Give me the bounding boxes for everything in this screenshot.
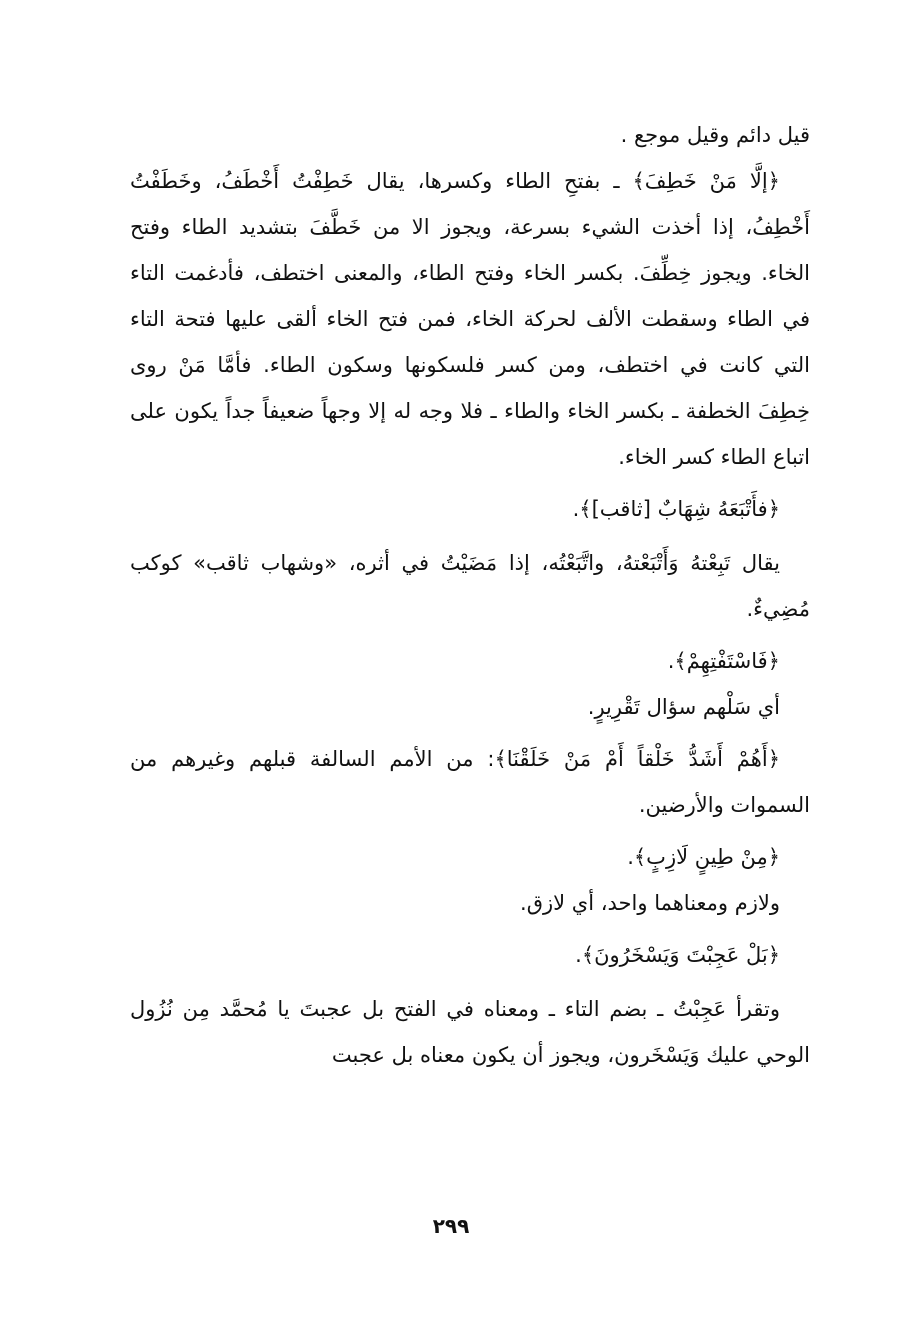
- quran-verse-5: ﴿بَلْ عَجِبْتَ وَيَسْخَرُونَ﴾.: [575, 943, 780, 967]
- quran-verse-4: ﴿مِنْ طِينٍ لَازِبٍ﴾.: [627, 845, 780, 869]
- body-text: [130, 112, 810, 1078]
- paragraph-6: وتقرأ عَجِبْتُ ـ بضم التاء ـ ومعناه في الفتح بل عجبتَ يا مُحمَّد مِن نُزُول الوحي عليك وَيَسْخَرون، ويجوز أن يكون معناه بل عجبت: [130, 997, 810, 1067]
- paragraph-4: أي سَلْهم سؤال تَقْرِيرٍ.: [587, 695, 780, 719]
- paragraph-5: ولازم ومعناهما واحد، أي لازق.: [520, 891, 780, 915]
- paragraph-1: قيل دائم وقيل موجع .: [620, 123, 810, 147]
- page-number: ٢٩٩: [432, 1214, 470, 1238]
- quran-verse-3: ﴿أَهُمْ أَشَدُّ خَلْقاً أَمْ مَنْ خَلَقْنَا﴾: من الأمم السالفة قبلهم وغيرهم من السموات والأرضين.: [130, 747, 810, 817]
- paragraph-3: يقال تَبِعْتهُ وَأَتْبَعْتهُ، واتَّبَعْتُه، إذا مَضَيْتُ في أثره، «وشهاب ثاقب» كوكب مُضِيءٌ.: [130, 551, 810, 621]
- paragraph-2: ﴿إلَّا مَنْ خَطِفَ﴾ ـ بفتحِ الطاء وكسرها، يقال خَطِفْتُ أَخْطَفُ، وخَطَفْتُ أَخْطِفُ، إذا أخذت الشيء بسرعة، ويجوز الا من خَطَّفَ بتشديد الطاء وفتح الخاء. ويجوز خِطِّفَ. بكسر الخاء وفتح الطاء، والمعنى اختطف، فأدغمت التاء في الطاء وسقطت الألف لحركة الخاء، فمن فتح الخاء ألقى عليها فتحة التاء التي كانت في اختطف، ومن كسر فلسكونها وسكون الطاء. فأمَّا مَنْ روى خِطِفَ الخطفة ـ بكسر الخاء والطاء ـ فلا وجه له إلا وجهاً ضعيفاً جداً يكون على اتباع الطاء كسر الخاء.: [130, 169, 810, 469]
- quran-verse-2: ﴿فَاسْتَفْتِهِمْ﴾.: [667, 649, 780, 673]
- quran-verse-1: ﴿فأَتْبَعَهُ شِهَابٌ [ثاقب]﴾.: [572, 497, 780, 521]
